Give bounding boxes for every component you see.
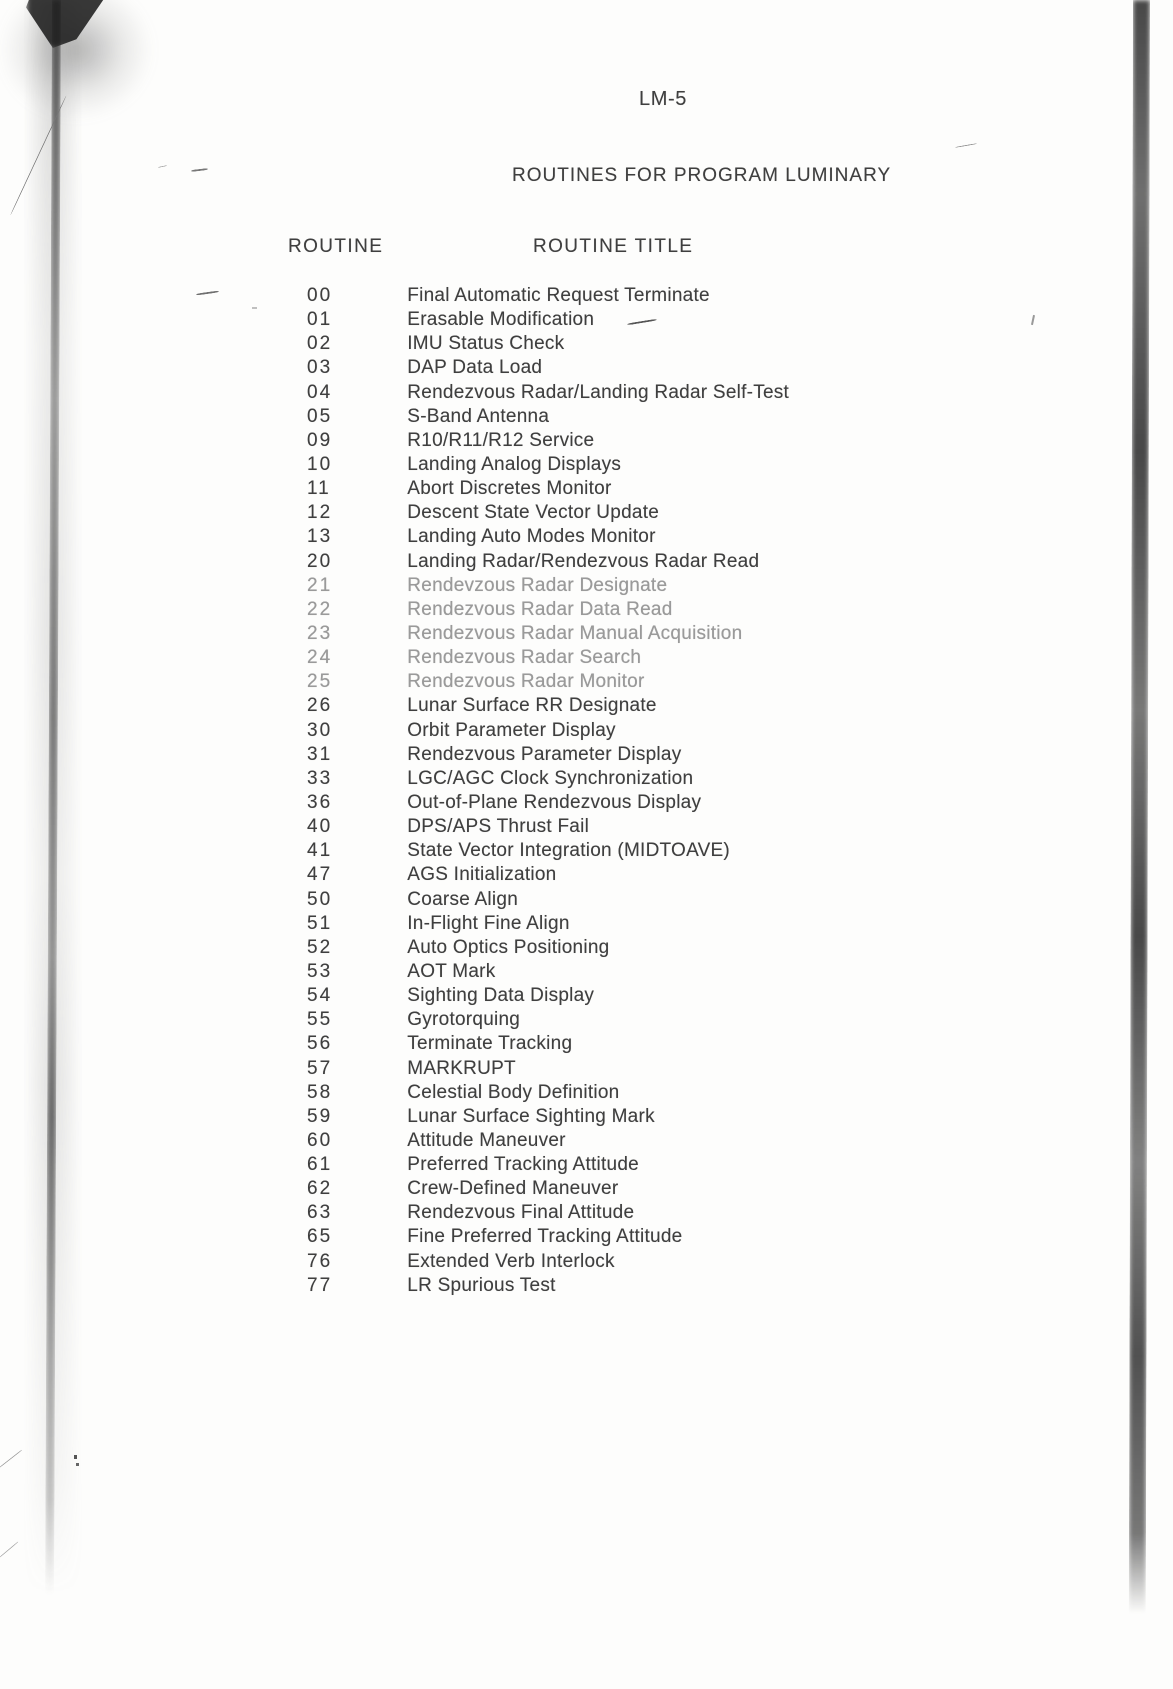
routine-number: 40 [307, 816, 333, 838]
routine-title: AGS Initialization [407, 864, 557, 886]
scan-dash-mark [158, 165, 167, 168]
routine-number: 47 [307, 864, 333, 886]
routine-title: Lunar Surface RR Designate [407, 695, 657, 717]
routine-title: Crew-Defined Maneuver [407, 1178, 619, 1200]
routine-number: 23 [307, 622, 333, 644]
routine-title: Rendezvous Radar Monitor [407, 671, 645, 693]
routine-number: 59 [307, 1105, 333, 1127]
routine-row [0, 1201, 1173, 1225]
routine-title: Celestial Body Definition [407, 1081, 620, 1103]
routine-title: State Vector Integration (MIDTOAVE) [407, 840, 731, 862]
routine-row [0, 888, 1173, 912]
doc-code: LM-5 [639, 88, 687, 110]
routine-number: 13 [307, 526, 333, 548]
routine-number: 09 [307, 429, 333, 451]
routine-number: 65 [307, 1226, 333, 1248]
routine-title: R10/R11/R12 Service [407, 429, 595, 451]
routine-number: 36 [307, 791, 333, 813]
routine-number: 56 [307, 1033, 333, 1055]
routine-row [0, 574, 1173, 598]
routine-row [0, 1177, 1173, 1201]
routine-title: Attitude Maneuver [407, 1129, 566, 1151]
routine-number: 21 [307, 574, 333, 596]
routine-title: In-Flight Fine Align [407, 912, 570, 934]
routine-title: S-Band Antenna [407, 405, 550, 427]
routine-row [0, 863, 1173, 887]
routine-title: Landing Auto Modes Monitor [407, 526, 656, 548]
routine-row [0, 550, 1173, 574]
routine-number: 24 [307, 647, 333, 669]
routine-title: DPS/APS Thrust Fail [407, 816, 590, 838]
routine-title: Rendezvous Radar Search [407, 647, 642, 669]
scan-dash-mark [955, 143, 977, 148]
routine-number: 58 [307, 1081, 333, 1103]
scan-speck [74, 1455, 77, 1459]
column-header-routine: ROUTINE [288, 236, 384, 257]
routine-title: Abort Discretes Monitor [407, 478, 612, 500]
routine-title: Rendezvous Radar Data Read [407, 598, 673, 620]
routine-title: AOT Mark [407, 960, 496, 982]
routine-number: 41 [307, 840, 333, 862]
routine-row [0, 332, 1173, 356]
routine-title: Landing Radar/Rendezvous Radar Read [407, 550, 760, 572]
routine-number: 03 [307, 357, 333, 379]
routine-number: 76 [307, 1250, 333, 1272]
routine-number: 31 [307, 743, 333, 765]
scan-blob-top-left [26, 0, 110, 48]
routine-row [0, 1153, 1173, 1177]
routine-number: 61 [307, 1154, 333, 1176]
routine-row [0, 598, 1173, 622]
routine-number: 02 [307, 333, 333, 355]
routine-row [0, 670, 1173, 694]
routine-row [0, 1081, 1173, 1105]
routine-title: Auto Optics Positioning [407, 936, 610, 958]
routine-row [0, 1008, 1173, 1032]
routine-row [0, 622, 1173, 646]
routine-number: 50 [307, 888, 333, 910]
routine-row [0, 646, 1173, 670]
routine-number: 10 [307, 453, 333, 475]
routine-list [0, 284, 1173, 1298]
routine-row [0, 381, 1173, 405]
routine-title: Erasable Modification [407, 309, 595, 331]
routine-title: Preferred Tracking Attitude [407, 1154, 639, 1176]
routine-number: 54 [307, 985, 333, 1007]
routine-number: 12 [307, 502, 333, 524]
routine-title: Final Automatic Request Terminate [407, 285, 710, 306]
routine-row [0, 308, 1173, 332]
routine-title: Extended Verb Interlock [407, 1250, 615, 1272]
scan-slash-mark-top-left [10, 95, 67, 215]
routine-row [0, 791, 1173, 815]
routine-number: 30 [307, 719, 333, 741]
routine-row [0, 477, 1173, 501]
routine-row [0, 525, 1173, 549]
routine-title: Sighting Data Display [407, 985, 595, 1007]
routine-title: Fine Preferred Tracking Attitude [407, 1226, 683, 1248]
routine-number: 51 [307, 912, 333, 934]
column-header-routine-title: ROUTINE TITLE [533, 236, 694, 257]
routine-number: 01 [307, 309, 333, 331]
routine-title: DAP Data Load [407, 357, 543, 379]
routine-row [0, 1129, 1173, 1153]
scan-slash-mark-bottom-left [0, 1450, 22, 1469]
routine-title: Terminate Tracking [407, 1033, 573, 1055]
routine-title: IMU Status Check [407, 333, 565, 355]
routine-row [0, 501, 1173, 525]
routine-title: Rendezvous Radar Manual Acquisition [407, 622, 743, 644]
routine-title: Lunar Surface Sighting Mark [407, 1105, 655, 1127]
routine-row [0, 936, 1173, 960]
routine-row [0, 719, 1173, 743]
routine-number: 11 [307, 478, 331, 500]
routine-title: Descent State Vector Update [407, 502, 660, 524]
routine-row [0, 912, 1173, 936]
routine-row [0, 694, 1173, 718]
scan-slash-mark-bottom-left [0, 1541, 19, 1558]
routine-number: 20 [307, 550, 333, 572]
routine-number: 62 [307, 1178, 333, 1200]
routine-number: 33 [307, 767, 333, 789]
routine-number: 63 [307, 1202, 333, 1224]
routine-row [0, 429, 1173, 453]
routine-row [0, 284, 1173, 308]
routine-row [0, 767, 1173, 791]
routine-title: Rendezvous Parameter Display [407, 743, 682, 765]
routine-title: Rendezvous Radar/Landing Radar Self-Test [407, 381, 790, 403]
routine-row [0, 405, 1173, 429]
routine-number: 00 [307, 285, 333, 306]
scan-speck [76, 1463, 79, 1466]
routine-row [0, 1250, 1173, 1274]
page-title: ROUTINES FOR PROGRAM LUMINARY [512, 165, 892, 186]
routine-row [0, 839, 1173, 863]
routine-number: 26 [307, 695, 333, 717]
routine-row [0, 453, 1173, 477]
routine-number: 77 [307, 1274, 333, 1296]
scan-smudge-top-left-halo [0, 0, 170, 260]
routine-number: 04 [307, 381, 333, 403]
routine-number: 55 [307, 1009, 333, 1031]
routine-title: Landing Analog Displays [407, 453, 622, 475]
routine-row [0, 815, 1173, 839]
routine-title: Orbit Parameter Display [407, 719, 616, 741]
routine-title: LR Spurious Test [407, 1274, 556, 1296]
scan-dash-mark [191, 168, 208, 172]
routine-title: Rendezvous Final Attitude [407, 1202, 635, 1224]
routine-row [0, 1057, 1173, 1081]
routine-row [0, 1105, 1173, 1129]
routine-number: 25 [307, 671, 333, 693]
routine-title: Gyrotorquing [407, 1009, 521, 1031]
routine-number: 52 [307, 936, 333, 958]
routine-title: Out-of-Plane Rendezvous Display [407, 791, 702, 813]
routine-row [0, 1032, 1173, 1056]
routine-row [0, 984, 1173, 1008]
routine-row [0, 356, 1173, 380]
routine-number: 53 [307, 960, 333, 982]
routine-title: MARKRUPT [407, 1057, 516, 1079]
routine-row [0, 960, 1173, 984]
routine-title: LGC/AGC Clock Synchronization [407, 767, 694, 789]
routine-title: Coarse Align [407, 888, 519, 910]
routine-row [0, 1225, 1173, 1249]
routine-number: 22 [307, 598, 333, 620]
routine-title: Rendevzous Radar Designate [407, 574, 668, 596]
routine-row [0, 1274, 1173, 1298]
routine-row [0, 743, 1173, 767]
routine-number: 57 [307, 1057, 333, 1079]
routine-number: 05 [307, 405, 333, 427]
routine-number: 60 [307, 1129, 333, 1151]
